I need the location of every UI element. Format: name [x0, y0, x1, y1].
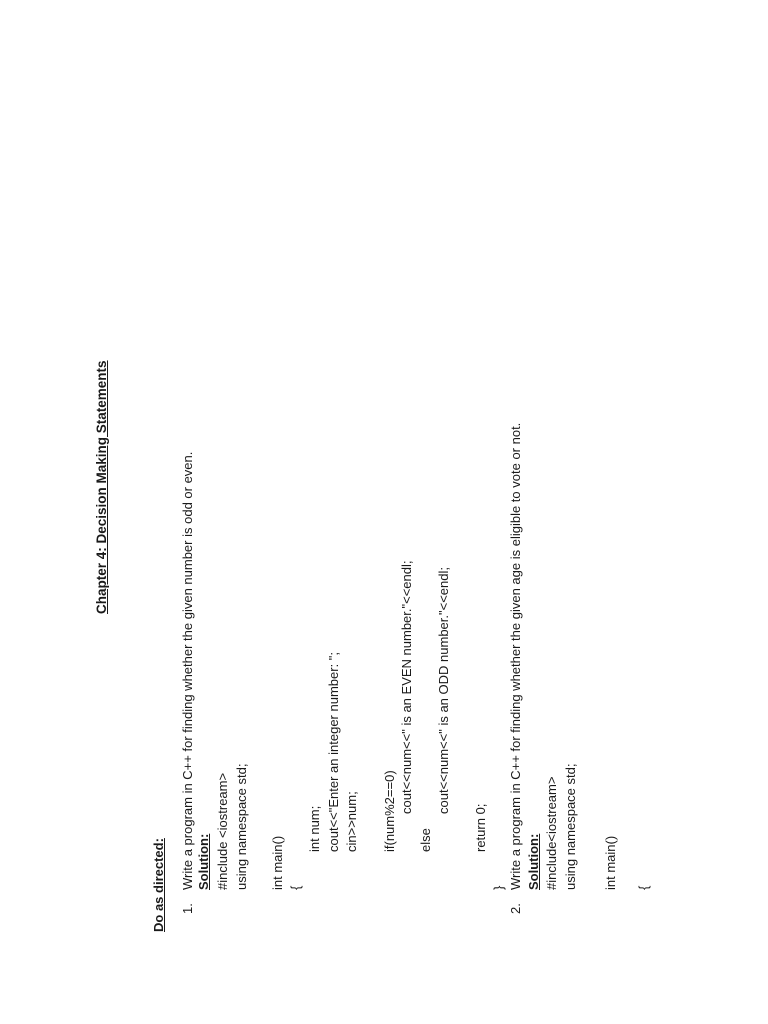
- chapter-title: Chapter 4: Decision Making Statements: [94, 360, 109, 614]
- code-line: if(num%2==0): [382, 770, 397, 852]
- question-prompt: Write a program in C++ for finding whether the given number is odd or even.: [180, 451, 195, 890]
- code-line: int main(): [603, 835, 618, 890]
- solution-label: Solution:: [526, 833, 541, 890]
- question-prompt: Write a program in C++ for finding whether the given age is eligible to vote or not.: [508, 422, 523, 890]
- code-line: cin>>num;: [344, 791, 359, 852]
- section-heading: Do as directed:: [151, 838, 166, 932]
- solution-label: Solution:: [196, 833, 211, 890]
- code-line: return 0;: [473, 803, 488, 852]
- code-line: #include<iostream>: [544, 776, 559, 890]
- code-line: {: [636, 885, 651, 890]
- code-line: cout<<num<<" is an EVEN number."<<endl;: [399, 560, 414, 814]
- code-line: else: [418, 828, 433, 852]
- code-line: using namespace std;: [563, 763, 578, 890]
- code-line: cout<<"Enter an integer number: ";: [326, 651, 341, 852]
- question-number: 2.: [508, 903, 523, 914]
- code-line: }: [491, 885, 506, 890]
- code-line: cout<<num<<" is an ODD number."<<endl;: [436, 567, 451, 814]
- code-line: int num;: [307, 805, 322, 852]
- code-line: using namespace std;: [234, 763, 249, 890]
- code-line: #include <iostream>: [215, 772, 230, 890]
- question-number: 1.: [180, 903, 195, 914]
- code-line: int main(): [270, 835, 285, 890]
- code-line: {: [288, 885, 303, 890]
